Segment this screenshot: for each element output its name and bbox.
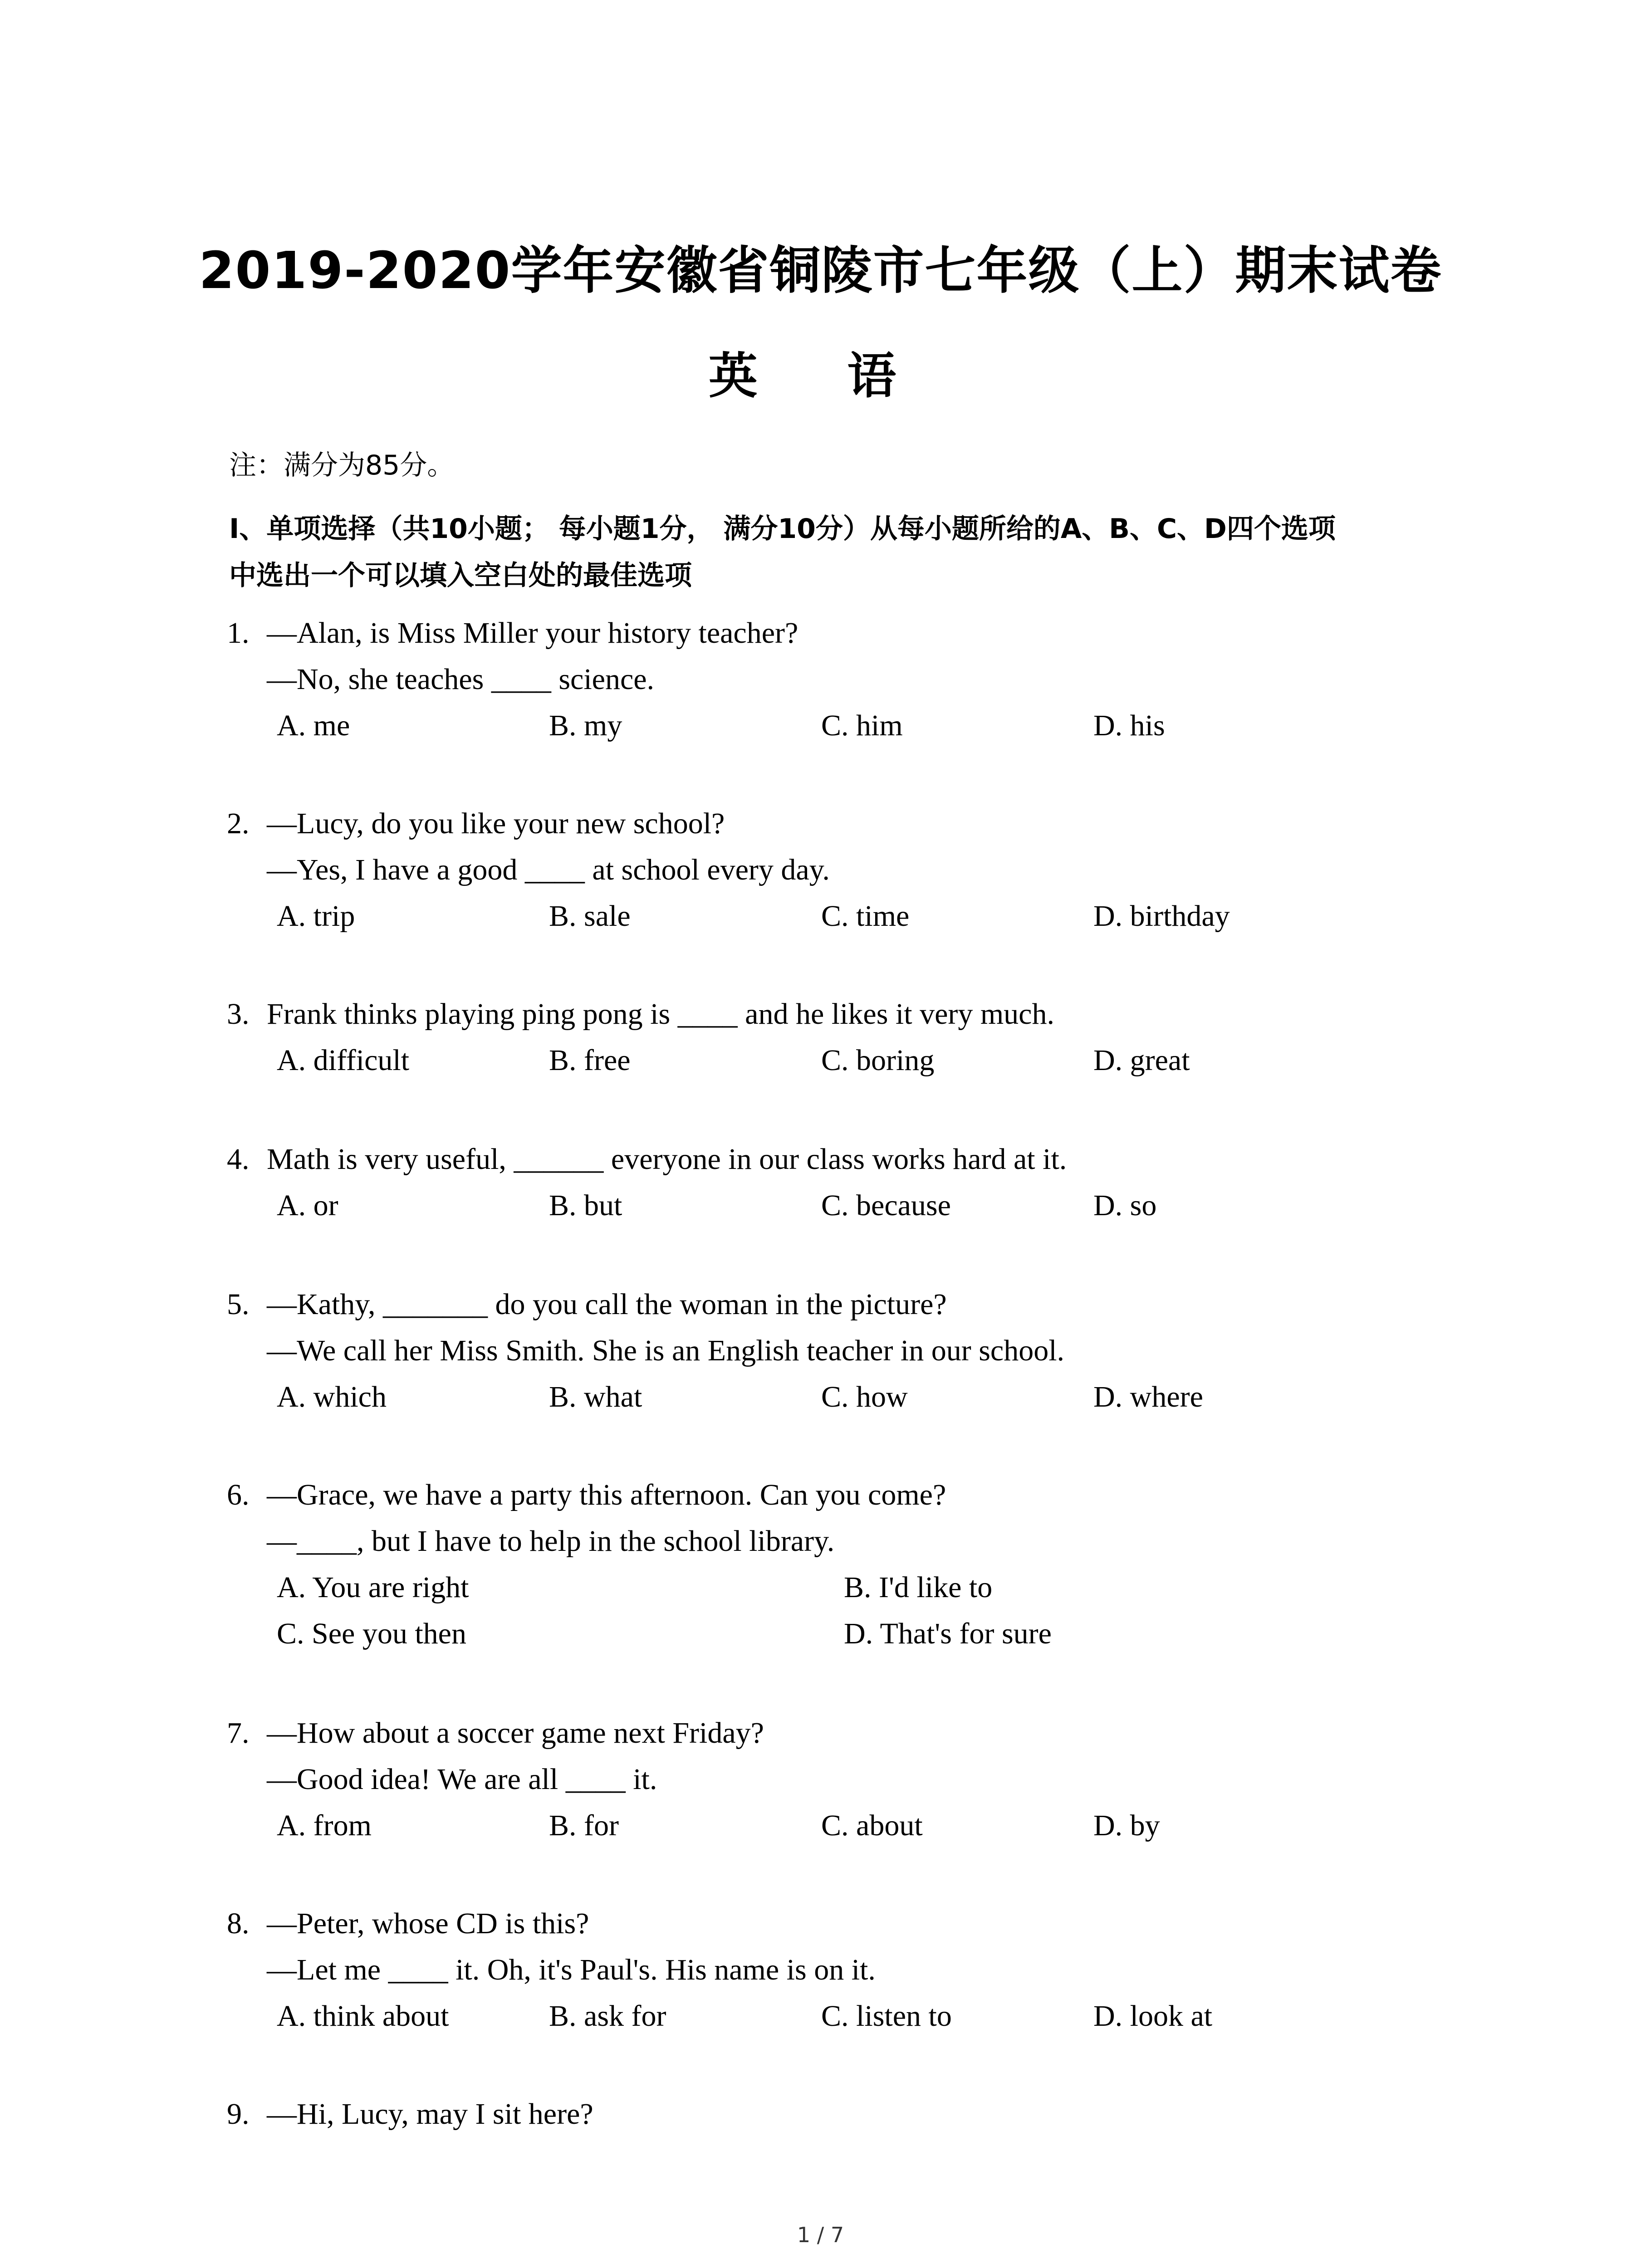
option-a: A. trip	[277, 899, 355, 933]
question-stem: —Good idea! We are all ____ it.	[267, 1763, 657, 1796]
question-6	[227, 1472, 1452, 1657]
option-b: B. free	[549, 1044, 631, 1077]
question-2	[227, 801, 1452, 939]
question-number: 4.	[227, 1143, 250, 1176]
score-note: 注：满分为85分。	[229, 450, 455, 481]
question-number: 8.	[227, 1907, 250, 1940]
option-d: D. by	[1093, 1809, 1160, 1842]
question-8	[227, 1901, 1452, 2039]
question-stem: Frank thinks playing ping pong is ____ and he likes it very much.	[267, 997, 1054, 1031]
option-b: B. for	[549, 1809, 619, 1842]
option-d: D. look at	[1093, 1999, 1213, 2033]
option-d: D. his	[1093, 709, 1165, 742]
option-c: C. because	[821, 1189, 951, 1222]
option-a: A. or	[277, 1189, 338, 1222]
option-c: C. him	[821, 709, 903, 742]
option-d: D. That's for sure	[844, 1617, 1052, 1650]
question-stem: —Lucy, do you like your new school?	[267, 807, 725, 840]
question-5	[227, 1281, 1452, 1420]
section-heading	[229, 506, 1454, 599]
option-b: B. but	[549, 1189, 622, 1222]
question-stem: —We call her Miss Smith. She is an English teacher in our school.	[267, 1334, 1065, 1367]
option-a: A. from	[277, 1809, 372, 1842]
question-stem: —How about a soccer game next Friday?	[267, 1716, 764, 1750]
option-c: C. boring	[821, 1044, 935, 1077]
option-b: B. my	[549, 709, 622, 742]
question-number: 7.	[227, 1716, 250, 1750]
option-c: C. how	[821, 1380, 908, 1413]
question-number: 5.	[227, 1288, 250, 1321]
page-subtitle: 英 语	[708, 347, 933, 405]
option-c: C. listen to	[821, 1999, 952, 2033]
question-stem: —____, but I have to help in the school library.	[267, 1525, 835, 1558]
question-4	[227, 1136, 1452, 1229]
option-c: C. See you then	[277, 1617, 466, 1650]
section-heading-line: 中选出一个可以填入空白处的最佳选项	[229, 560, 692, 591]
question-stem: —Alan, is Miss Miller your history teacher?	[267, 616, 798, 650]
question-7	[227, 1710, 1452, 1849]
option-d: D. great	[1093, 1044, 1190, 1077]
option-d: D. where	[1093, 1380, 1203, 1413]
question-1	[227, 610, 1452, 749]
question-stem: —Kathy, _______ do you call the woman in the picture?	[267, 1288, 947, 1321]
question-3	[227, 991, 1452, 1084]
option-a: A. You are right	[277, 1571, 469, 1604]
question-stem: —Peter, whose CD is this?	[267, 1907, 589, 1940]
option-b: B. ask for	[549, 1999, 666, 2033]
option-a: A. think about	[277, 1999, 449, 2033]
question-number: 2.	[227, 807, 250, 840]
question-stem: —Hi, Lucy, may I sit here?	[267, 2097, 593, 2131]
question-stem: —No, she teaches ____ science.	[267, 663, 655, 696]
option-c: C. about	[821, 1809, 923, 1842]
option-c: C. time	[821, 899, 910, 933]
page-title: 2019-2020学年安徽省铜陵市七年级（上）期末试卷	[199, 241, 1442, 300]
question-number: 9.	[227, 2097, 250, 2131]
page-number: 1 / 7	[797, 2223, 844, 2247]
section-heading-line: Ⅰ、单项选择（共10小题； 每小题1分， 满分10分）从每小题所给的A、B、C、D四个选项	[229, 513, 1336, 545]
question-number: 1.	[227, 616, 250, 650]
option-d: D. birthday	[1093, 899, 1230, 933]
option-d: D. so	[1093, 1189, 1157, 1222]
question-stem: —Yes, I have a good ____ at school every day.	[267, 853, 830, 886]
option-b: B. sale	[549, 899, 631, 933]
option-b: B. what	[549, 1380, 642, 1413]
question-number: 6.	[227, 1478, 250, 1511]
question-number: 3.	[227, 997, 250, 1031]
question-stem: —Grace, we have a party this afternoon. Can you come?	[267, 1478, 946, 1511]
option-a: A. me	[277, 709, 350, 742]
question-stem: —Let me ____ it. Oh, it's Paul's. His name is on it.	[267, 1953, 876, 1986]
option-b: B. I'd like to	[844, 1571, 993, 1604]
question-stem: Math is very useful, ______ everyone in our class works hard at it.	[267, 1143, 1067, 1176]
option-a: A. difficult	[277, 1044, 410, 1077]
option-a: A. which	[277, 1380, 387, 1413]
question-9	[227, 2091, 1452, 2137]
